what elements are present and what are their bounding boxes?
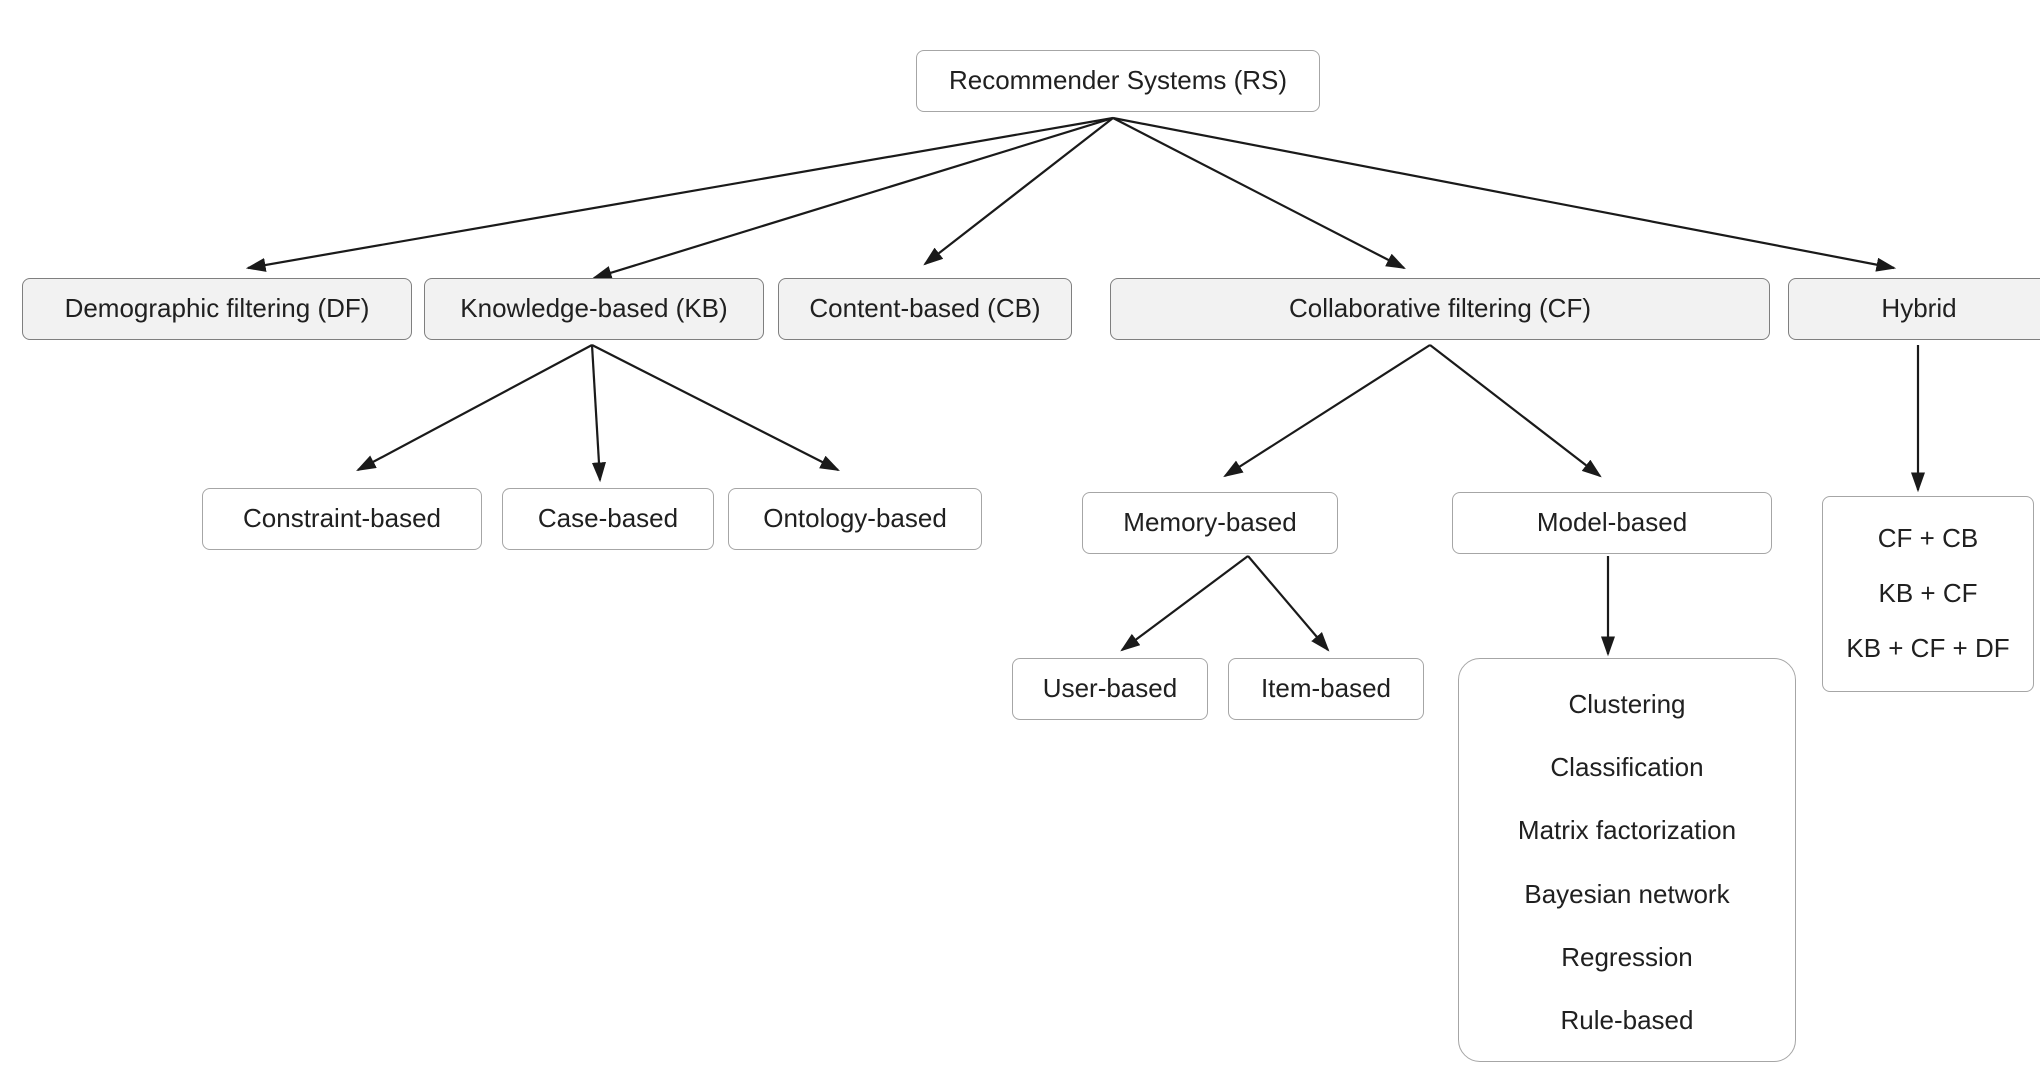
edge-kb-to-ontology <box>592 345 838 470</box>
node-label: Hybrid <box>1881 293 1957 324</box>
technique-item: Regression <box>1561 941 1693 972</box>
node-hybrid-combinations[interactable] <box>1822 496 2034 692</box>
node-ontology-based[interactable] <box>728 488 982 550</box>
node-label: Case-based <box>537 503 679 534</box>
hybrid-item: KB + CF <box>1878 578 1978 609</box>
edge-rs-to-df <box>248 118 1113 268</box>
node-label: Collaborative filtering (CF) <box>1289 293 1591 324</box>
node-label: Memory-based <box>1123 507 1297 538</box>
edge-cf-to-model <box>1430 345 1600 476</box>
edge-memory-to-item <box>1248 556 1328 650</box>
edge-memory-to-user <box>1122 556 1248 650</box>
technique-item: Bayesian network <box>1524 878 1730 909</box>
node-label: Model-based <box>1536 507 1688 538</box>
edge-rs-to-kb <box>594 118 1113 278</box>
technique-item: Rule-based <box>1560 1004 1694 1035</box>
node-demographic-filtering[interactable] <box>22 278 412 340</box>
node-constraint-based[interactable] <box>202 488 482 550</box>
node-user-based[interactable] <box>1012 658 1208 720</box>
technique-item: Classification <box>1550 752 1704 783</box>
technique-item: Clustering <box>1568 689 1686 719</box>
hybrid-item: CF + CB <box>1877 523 1979 553</box>
node-case-based[interactable] <box>502 488 714 550</box>
node-recommender-systems[interactable] <box>916 50 1320 112</box>
node-label: Demographic filtering (DF) <box>64 293 370 324</box>
edge-rs-to-cb <box>925 118 1113 264</box>
node-hybrid[interactable] <box>1788 278 2040 340</box>
node-label: Ontology-based <box>763 503 947 534</box>
edge-cf-to-memory <box>1225 345 1430 476</box>
node-label: Recommender Systems (RS) <box>948 65 1288 96</box>
node-model-based-techniques[interactable] <box>1458 658 1796 1062</box>
node-knowledge-based[interactable] <box>424 278 764 340</box>
node-label: Item-based <box>1260 673 1392 704</box>
technique-item: Matrix factorization <box>1517 815 1737 846</box>
node-label: Content-based (CB) <box>809 293 1041 324</box>
node-model-based[interactable] <box>1452 492 1772 554</box>
node-collaborative-filtering[interactable] <box>1110 278 1770 340</box>
edge-rs-to-cf <box>1113 118 1404 268</box>
edge-kb-to-constraint <box>358 345 592 470</box>
node-label: Constraint-based <box>243 503 441 534</box>
node-content-based[interactable] <box>778 278 1072 340</box>
node-label: User-based <box>1042 673 1178 704</box>
node-label: Knowledge-based (KB) <box>460 293 728 324</box>
edge-kb-to-case <box>592 345 600 480</box>
hybrid-item: KB + CF + DF <box>1846 633 2010 664</box>
node-memory-based[interactable] <box>1082 492 1338 554</box>
node-item-based[interactable] <box>1228 658 1424 720</box>
edge-rs-to-hybrid <box>1113 118 1894 268</box>
